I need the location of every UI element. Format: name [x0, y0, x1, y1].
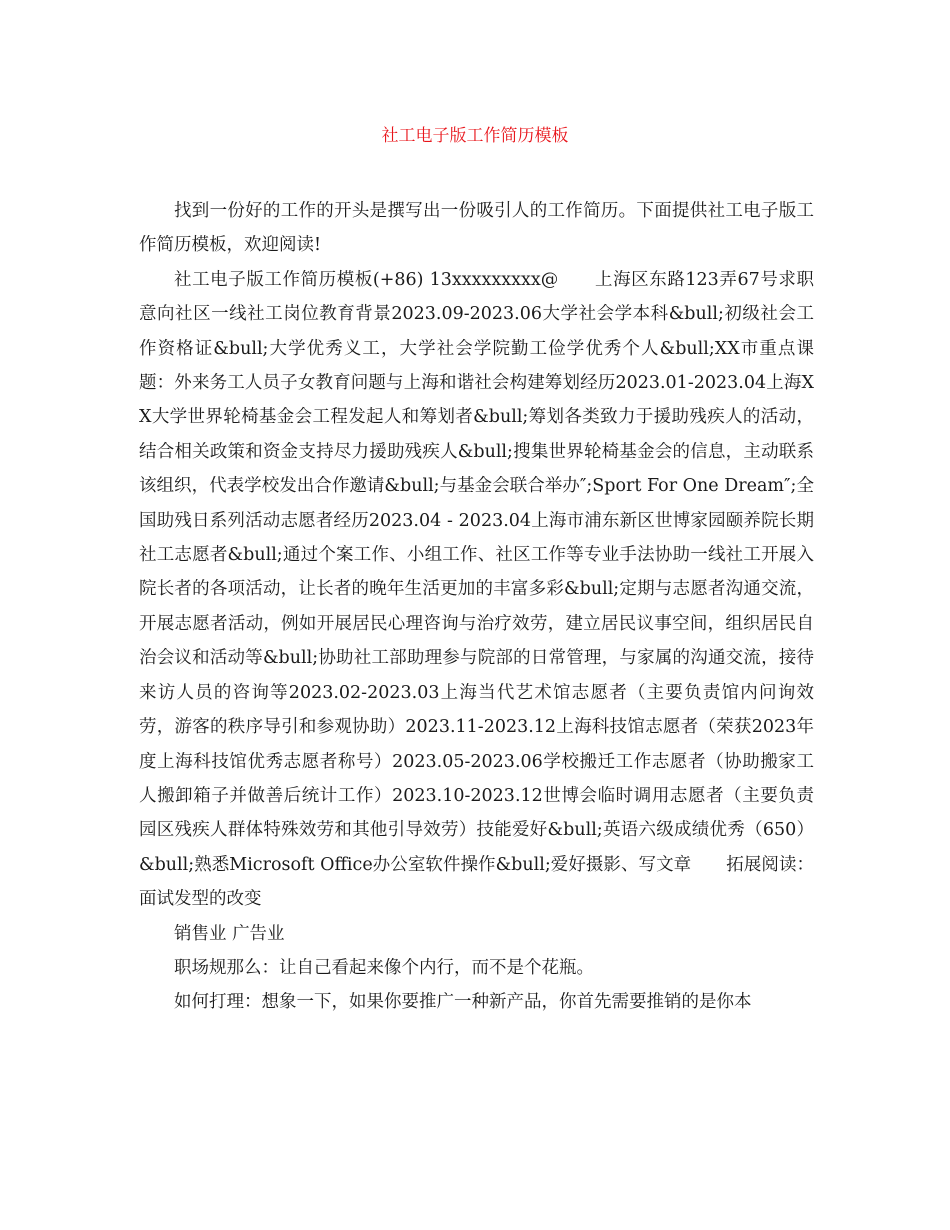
workplace-rule-paragraph: 职场规那么：让自己看起来像个内行，而不是个花瓶。	[174, 957, 594, 978]
document-title: 社工电子版工作简历模板	[381, 126, 569, 146]
intro-paragraph: 找到一份好的工作的开头是撰写出一份吸引人的工作简历。下面提供社工电子版工作简历模板，欢迎阅读!	[139, 201, 814, 256]
document-body	[139, 194, 814, 1020]
resume-template-paragraph: 社工电子版工作简历模板(+86) 13xxxxxxxxx@ 上海区东路123弄67号求职意向社区一线社工岗位教育背景2023.09-2023.06大学社会学本科&bull;初级社会工作资格证&bull;大学优秀义工，大学社会学院勤工俭学优秀个人&bull;XX市重点课题：外来务工人员子女教育问题与上海和谐社会构建筹划经历2023.01-2023.04上海XX大学世界轮椅基金会工程发起人和筹划者&bull;筹划各类致力于援助残疾人的活动，结合相关政策和资金支持尽力援助残疾人&bull;搜集世界轮椅基金会的信息，主动联系该组织，代表学校发出合作邀请&bull;与基金会联合举办″;Sport For One Dream″;全国助残日系列活动志愿者经历2023.04 - 2023.04上海市浦东新区世博家园颐养院长期社工志愿者&bull;通过个案工作、小组工作、社区工作等专业手法协助一线社工开展入院长者的各项活动，让长者的晚年生活更加的丰富多彩&bull;定期与志愿者沟通交流，开展志愿者活动，例如开展居民心理咨询与治疗效劳，建立居民议事空间，组织居民自治会议和活动等&bull;协助社工部助理参与院部的日常管理，与家属的沟通交流，接待来访人员的咨询等2023.02-2023.03上海当代艺术馆志愿者（主要负责馆内问询效劳，游客的秩序导引和参观协助）2023.11-2023.12上海科技馆志愿者（荣获2023年度上海科技馆优秀志愿者称号）2023.05-2023.06学校搬迁工作志愿者（协助搬家工人搬卸箱子并做善后统计工作）2023.10-2023.12世博会临时调用志愿者（主要负责园区残疾人群体特殊效劳和其他引导效劳）技能爱好&bull;英语六级成绩优秀（650）&bull;熟悉Microsoft Office办公室软件操作&bull;爱好摄影、写文章 拓展阅读：面试发型的改变	[139, 269, 814, 910]
industry-paragraph: 销售业 广告业	[174, 923, 285, 944]
grooming-paragraph: 如何打理：想象一下，如果你要推广一种新产品，你首先需要推销的是你本	[174, 992, 752, 1013]
